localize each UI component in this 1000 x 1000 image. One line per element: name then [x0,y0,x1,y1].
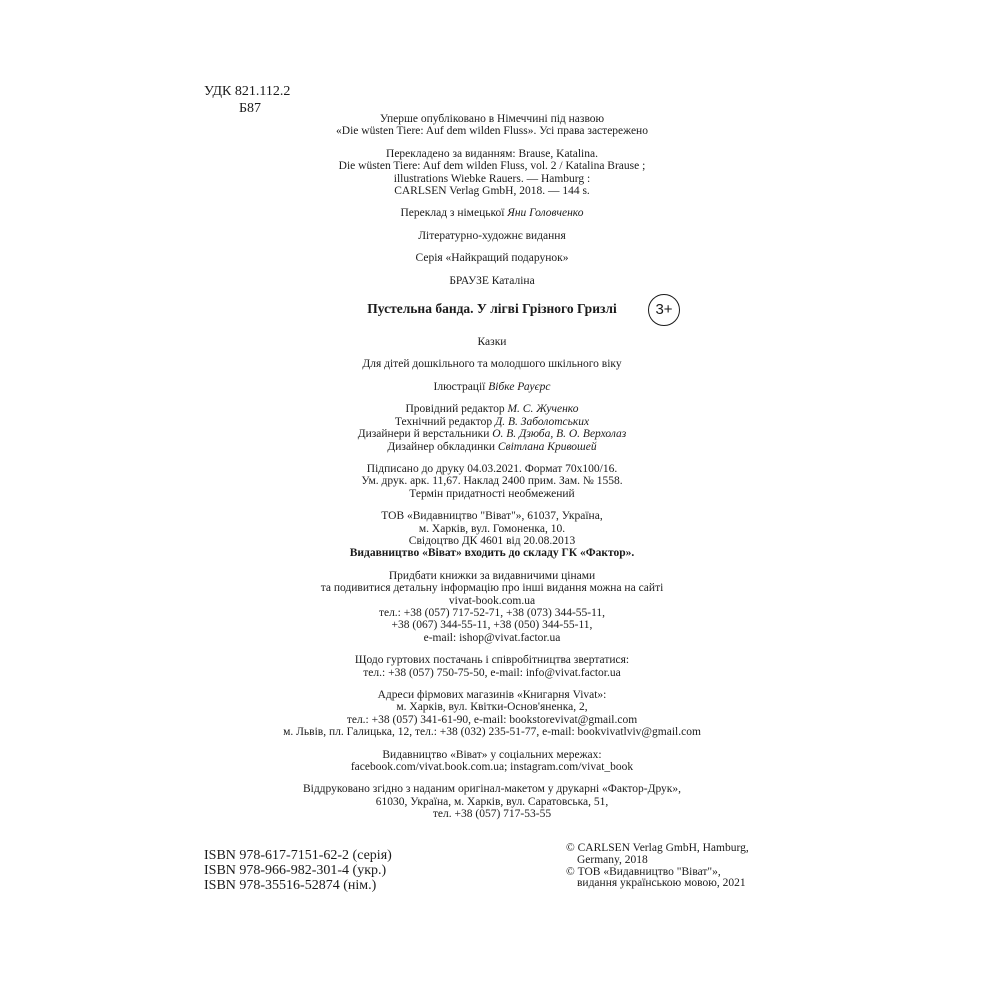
imprint-main [200,113,784,821]
print-info [200,463,784,500]
book-title: Пустельна банда. У лігві Грізного Гризлі [367,301,617,317]
author-mark: Б87 [239,101,262,116]
copyright-line: видання українською мовою, 2021 [577,877,746,890]
printing-line: Віддруковано згідно з наданим оригінал-макетом у друкарні «Фактор-Друк», [302,783,682,796]
social-info [200,749,784,774]
age-rating-badge: 3+ [648,294,680,326]
stores-line: м. Харків, вул. Квітки-Основ'яненка, 2, [396,701,588,714]
social-line: Видавництво «Віват» у соціальних мережах: [382,748,602,761]
shop-phone-line: тел.: +38 (057) 717-52-71, +38 (073) 344-55-11, [378,606,606,619]
translated-from-line: Перекладено за виданням: Brause, Katalina. [386,147,598,160]
printing-line: 61030, Україна, м. Харків, вул. Саратовська, 51, [375,795,609,808]
staff-name: О. В. Дзюба, В. О. Верхолаз [492,428,627,441]
publisher-line: Свідоцтво ДК 4601 від 20.08.2013 [408,534,576,547]
copyright-line: © ТОВ «Видавництво "Віват"», [566,865,721,878]
shop-phone-line: +38 (067) 344-55-11, +38 (050) 344-55-11, [391,619,593,632]
illustrator-name: Вібке Рауєрс [488,380,551,393]
illustrations-credit [200,381,784,393]
translated-from [200,148,784,198]
staff-credit [200,416,784,428]
original-publication [200,113,784,138]
isbn-line: ISBN 978-966-982-301-4 (укр.) [204,863,387,878]
copyright-block [566,843,749,890]
title-row [200,298,784,326]
print-info-line: Підписано до друку 04.03.2021. Формат 70х100/16. [366,462,618,475]
publisher-info [200,510,784,560]
stores-info [200,689,784,739]
publisher-group-line: Видавництво «Віват» входить до складу ГК «Фактор». [349,547,635,560]
staff-role: Технічний редактор [394,415,495,428]
stores-line: м. Львів, пл. Галицька, 12, тел.: +38 (032) 235-51-77, e-mail: bookvivatlviv@gmail.com [283,726,701,739]
social-line: facebook.com/vivat.book.com.ua; instagram.com/vivat_book [350,761,634,774]
shop-info [200,570,784,644]
translated-from-line: Die wüsten Tiere: Auf dem wilden Fluss, vol. 2 / Katalina Brause ; [338,160,646,173]
shop-line: та подивитися детальну інформацію про інші видання можна на сайті [320,582,664,595]
staff-role: Дизайнер обкладинки [387,440,498,453]
staff-credit [200,428,784,440]
isbn-line: ISBN 978-617-7151-62-2 (серія) [204,848,392,863]
original-publication-line: «Die wüsten Tiere: Auf dem wilden Fluss». Усі права застережено [336,125,648,138]
wholesale-line: тел.: +38 (057) 750-75-50, e-mail: info@vivat.factor.ua [363,666,621,679]
staff-credit [200,403,784,415]
udk-block [204,83,290,117]
print-info-line: Ум. друк. арк. 11,67. Наклад 2400 прим. Зам. № 1558. [361,475,623,488]
isbn-block [204,848,392,893]
translated-from-line: illustrations Wiebke Rauers. — Hamburg : [393,172,591,185]
genre: Казки [477,336,507,349]
wholesale-line: Щодо гуртових постачань і співробітництва звертатися: [354,654,630,667]
printing-line: тел. +38 (057) 717-53-55 [432,808,552,821]
audience: Для дітей дошкільного та молодшого шкільного віку [362,358,622,371]
edition-type: Літературно-художнє видання [418,229,566,242]
stores-line: Адреси фірмових магазинів «Книгарня Vivat»: [377,689,607,701]
publisher-line: м. Харків, вул. Гомоненка, 10. [418,522,566,535]
udk-code: УДК 821.112.2 [204,84,291,99]
staff-role: Дизайнери й верстальники [357,428,493,441]
illustrations-prefix: Ілюстрації [433,380,489,393]
staff-name: Д. В. Заболотських [494,415,590,428]
shop-website: vivat-book.com.ua [448,594,536,607]
shop-email: e-mail: ishop@vivat.factor.ua [423,631,561,644]
isbn-line: ISBN 978-35516-52874 (нім.) [204,878,377,893]
original-publication-line: Уперше опубліковано в Німеччині під назвою [379,113,605,125]
staff-credit [200,441,784,453]
copyright-line: Germany, 2018 [577,853,648,866]
translated-from-line: CARLSEN Verlag GmbH, 2018. — 144 s. [394,185,590,198]
publisher-line: ТОВ «Видавництво "Віват"», 61037, Україна, [381,510,603,523]
staff-name: М. С. Жученко [507,403,579,416]
stores-line: тел.: +38 (057) 341-61-90, e-mail: bookstorevivat@gmail.com [346,713,638,726]
staff-role: Провідний редактор [405,403,508,416]
wholesale-info [200,654,784,679]
series: Серія «Найкращий подарунок» [415,252,569,265]
staff-credits [200,403,784,453]
shop-line: Придбати книжки за видавничими цінами [388,569,596,582]
print-info-line: Термін придатності необмежений [409,487,575,500]
translation-prefix: Переклад з німецької [400,207,508,220]
printing-info [200,783,784,820]
staff-name: Світлана Кривошей [497,440,597,453]
translator-name: Яни Головченко [507,207,584,220]
copyright-line: © CARLSEN Verlag GmbH, Hamburg, [566,842,749,854]
translation-credit [200,207,784,219]
author: БРАУЗЕ Каталіна [449,274,535,287]
